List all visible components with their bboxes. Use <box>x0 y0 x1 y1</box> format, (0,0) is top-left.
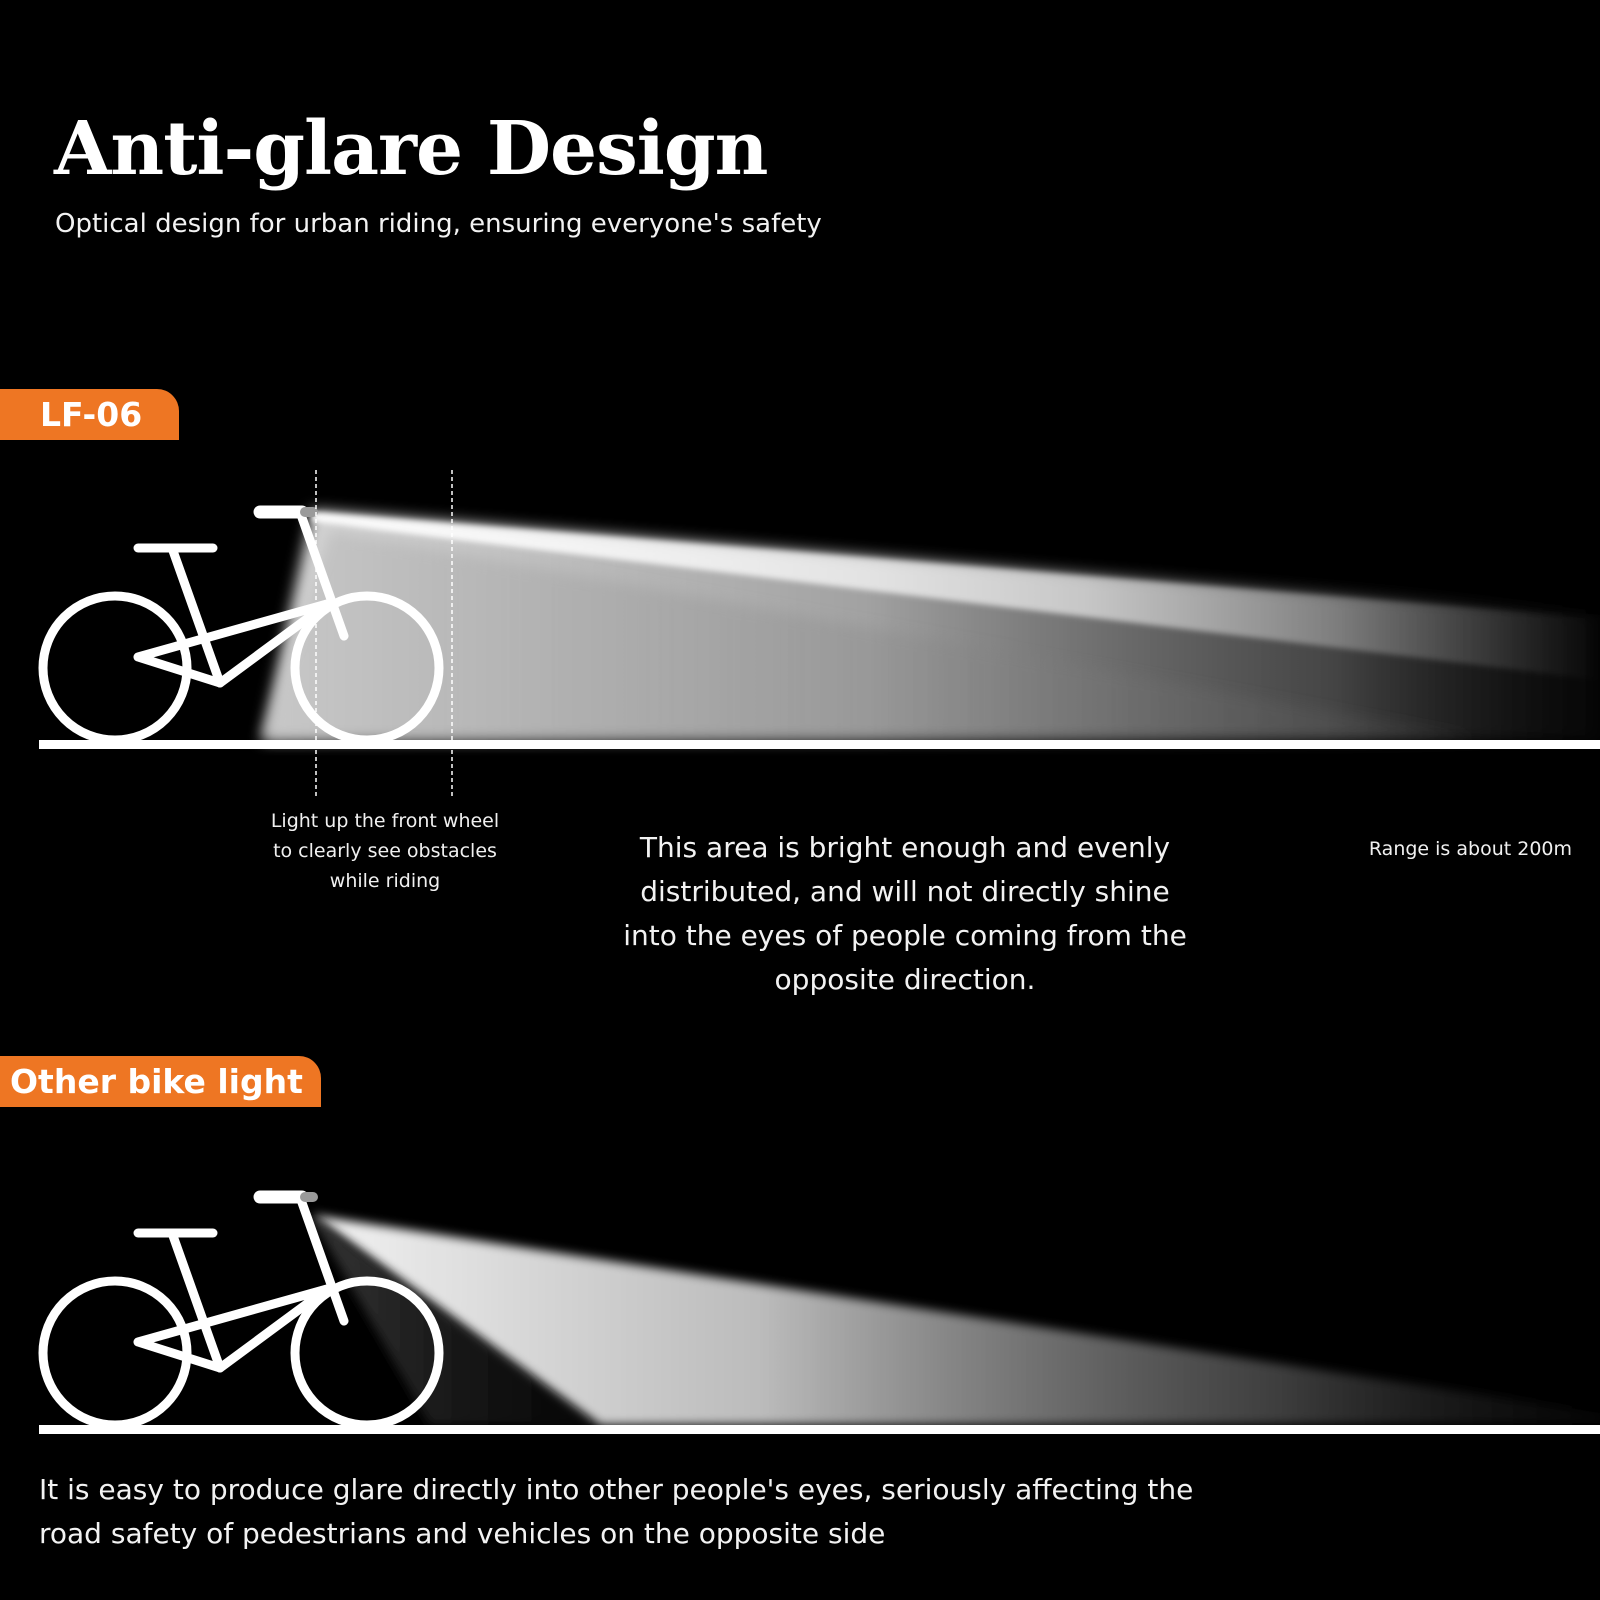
headlight-icon <box>300 1192 318 1202</box>
wheel-caption: Light up the front wheel to clearly see obstacles while riding <box>270 810 500 892</box>
other-light-beam <box>312 1215 1600 1425</box>
other-beam-scene <box>0 1125 1600 1485</box>
lf06-beam-scene <box>0 440 1600 800</box>
lf06-badge: LF-06 <box>0 389 179 440</box>
ground-line <box>39 740 1600 749</box>
ground-line <box>39 1425 1600 1434</box>
lf06-light-beam <box>262 510 1600 740</box>
range-caption: Range is about 200m <box>1368 838 1572 860</box>
page-subtitle: Optical design for urban riding, ensuring everyone's safety <box>55 209 822 239</box>
other-light-badge: Other bike light <box>0 1056 321 1107</box>
glare-caption: It is easy to produce glare directly into other people's eyes, seriously affecting the road safety of pedestrians and vehicles on the opposite side <box>39 1473 1194 1550</box>
page-title: Anti-glare Design <box>54 106 768 192</box>
beam-area-caption: This area is bright enough and evenly distributed, and will not directly shine into the eyes of people coming from the opposite direction. <box>623 831 1187 996</box>
